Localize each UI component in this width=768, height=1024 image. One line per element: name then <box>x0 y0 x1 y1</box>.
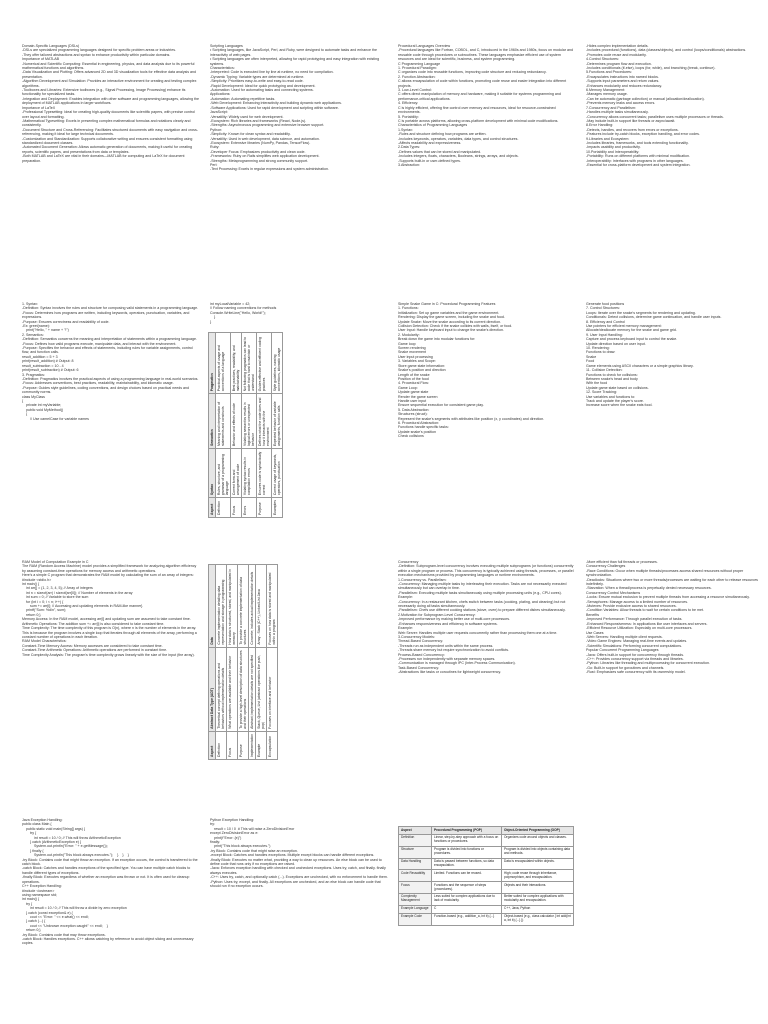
table-header-row <box>399 827 574 835</box>
table-cell: Data Handling <box>399 858 432 870</box>
table-cell: To provide a high-level description of data structures and their operations <box>238 647 249 731</box>
table-header-cell: Procedural Programming (POP) <box>431 827 501 835</box>
table-cell: Data is passed between functions, so data encapsulation. <box>431 858 501 870</box>
table-row <box>256 565 267 760</box>
table-cell: Objects and their interactions. <box>502 882 574 894</box>
table-cell: Definition <box>216 498 231 518</box>
table-cell: Behavior and effects of code <box>231 394 242 449</box>
text-block: Python Exception Handling: try: result = 10 / 0 # This will raise a ZeroDivisionError except ZeroDivisionError as e: print(f"Error: {e}") finally: print("This block always executes.") -try Block: Contains code that might raise an exception. -except Block: Catches and handles exceptions. Multiple except blocks can handle different exceptions. -finally Block: Executes no matter what, providing a way to clean up resources. An else block can be used to define code that runs only if no exceptions are raised. -Java: Enforces exception handling with checked and unchecked exceptions. Uses try, catch, and finally. finally always executes. -C++: Uses try, catch, and optionally catch (...). Exceptions are unchecked, with no enforcement to handle them. -Python: Uses try, except, and finally. All exceptions are unchecked, and an else block can handle code that should run if no exception occurs. <box>210 818 388 889</box>
table-cell: Violating syntax results in compilation errors <box>242 449 257 498</box>
table-cell: Correct form and arrangement of code <box>231 449 242 498</box>
table-cell: Less suited for complex applications due to lack of modularity. <box>431 893 501 905</box>
table-cell: What operations are available and their behavior <box>227 647 238 731</box>
table-row <box>257 333 272 518</box>
text-block: Java Exception Handling: public class Main { public static void main(String[] args) { try { int result = 10 / 0; // This will throw ArithmeticException } catch (ArithmeticException e) { System.out.println("Error: " + e.getMessage()); } finally { System.out.println("This block always executes."); } } } -try Block: Contains code that might throw an exception. If an exception occurs, the control is transferred to the catch block. -catch Block: Catches and handles exceptions of the specified type. You can have multiple catch blocks to handle different types of exceptions. -finally Block: Executes regardless of whether an exception was thrown or not. It is often used for cleanup operations. C++ Exception Handling: #include <iostream> using namespace std; int main() { try { int result = 10 / 0; // This will throw a divide by zero exception } catch (const exception& e) { cout << "Error: " << e.what() << endl; } catch (...) { cout << "Unknown exception caught" << endl; } return 0;} -try Block: Contains code that may throw exceptions. -catch Block: Handles exceptions. C++ allows catching by reference to avoid object slicing and unnecessary copies. <box>22 818 198 946</box>
table-cell: Example Code <box>399 913 432 925</box>
table-header-cell: Aspect <box>399 827 432 835</box>
table-cell: Focus <box>399 882 432 894</box>
table-cell: Practical aspects of usage and conventions of a language <box>216 333 231 394</box>
table-cell: Purpose <box>238 731 249 759</box>
text-block: int myLocalVariable = 42; // Follow naming conventions for methods Console.WriteLine("Hello, World!"); } } <box>210 302 277 324</box>
table-cell: Code Reusability <box>399 870 432 882</box>
table-cell: Concrete implementation detailing data representation and storage in programming <box>216 565 227 648</box>
table-cell: Violating semantics results in logical errors or unexpected behavior <box>242 394 257 449</box>
table-cell: Concrete; includes actual implementation details <box>249 565 256 648</box>
text-block: Simple Snake Game in C: Procedural Programming Features 1. Functions: Initialization: Set up game variables and the game environment. Rendering: Display the game screen, including the snake and food. Update Snake: Move the snake according to its current direction. Collision Detection: Check if the snake collides with walls, itself, or food. User Input: Handle keyboard input to change the snake's direction. 2. Modularity: Break down the game into modular functions for: Game loop Screen rendering Snake movement User input processing 3. Variables and Scope: Store game state information: Snake's position and direction Length of the snake Position of the food 4. Procedural Flow: Game Loop: Update game state Render the game screen Handle user input Ensure sequential execution for consistent game play. 5. Data Abstraction: Structures (struct): Represent the snake's segments with attributes like position (x, y coordinates) and direction. 6. Procedural Abstraction: Functions handle specific tasks: Update snake's position Check collisions <box>398 302 545 439</box>
table-row <box>249 565 256 760</box>
table-header-cell: Aspect <box>209 731 216 759</box>
table-row <box>272 333 283 518</box>
adt-comparison-table-wrap <box>208 562 358 762</box>
text-block: Scripting Languages • Scripting languages, like JavaScript, Perl, and Ruby, were designed to automate tasks and enhance the interactivity of web pages. • Scripting languages are often interpreted, allowing for rapid prototyping and easy integration with existing systems. Characteristics: -Interpreted: Code is executed line by line at runtime, no need for compilation. -Dynamic Typing: Variable types are determined at runtime. -Simplicity: Prioritizes easy-to-write and easy-to-read code. -Rapid Development: Ideal for quick prototyping and development. -Automation: Used for automating tasks and connecting systems. Applications: -Automation: Automating repetitive tasks. -Web Development: Enhancing interactivity and building dynamic web applications. -Software Applications: Used for rapid development and scripting within software. JavaScript: -Versatility: Widely used for web development. -Ecosystem: Rich libraries and frameworks (React, Node.js). -Strengths: Asynchronous programming and extensive browser support. Python: -Simplicity: Known for clean syntax and readability. -Versatility: Used in web development, data science, and automation. -Ecosystem: Extensive libraries (NumPy, Pandas, TensorFlow). Ruby: -Developer Focus: Emphasizes productivity and clean code. -Frameworks: Ruby on Rails simplifies web application development. -Strengths: Metaprogramming and strong community support. Perl: -Text Processing: Excels in regular expressions and system administration. <box>210 44 380 172</box>
table-row <box>399 846 574 858</box>
table-cell: Not following pragmatics can lead to code that is hard to maintain or understand <box>242 333 257 394</box>
table-row <box>216 565 227 760</box>
python-exception-notes <box>210 818 388 1018</box>
table-cell: Focuses on interface and behavior <box>267 647 278 731</box>
table-cell: Organizes code around objects and classes. <box>502 834 574 846</box>
table-row <box>399 834 574 846</box>
table-header-row <box>209 333 216 518</box>
table-cell: Guides effective and efficient coding practices <box>257 333 272 394</box>
procedural-languages-notes <box>398 44 576 290</box>
dsl-matlab-latex-notes <box>22 44 200 290</box>
table-cell: Definition <box>399 834 432 846</box>
table-cell: Limited. Functions can be reused. <box>431 870 501 882</box>
language-characteristics-notes <box>586 44 764 290</box>
table-cell: Focus <box>227 731 238 759</box>
snake-game-notes-continued <box>586 302 764 548</box>
ram-model-notes <box>22 560 200 806</box>
pragmatics-comparison-table <box>208 332 283 518</box>
concurrency-notes-continued <box>586 560 764 806</box>
table-cell: Focus <box>231 498 242 518</box>
table-row <box>238 565 249 760</box>
table-cell: Best practices, readability, and maintainability <box>231 333 242 394</box>
table-cell: Better suited for complex applications with modularity and encapsulation. <box>502 893 574 905</box>
table-cell: Focuses on how data is stored and manipulated within a program <box>267 565 278 648</box>
scripting-languages-notes <box>210 44 388 290</box>
table-cell: Implementation <box>249 731 256 759</box>
table-header-cell: Syntax <box>209 449 216 498</box>
syntax-semantics-pragmatics-notes <box>22 302 200 548</box>
text-block: 1. Syntax: -Definition: Syntax involves the rules and structure for composing valid statements in a programming language. -Focus: Determines how programs are written, including keywords, operators, punctuation, variables, and expressions. -Purpose: Ensures correctness and readability of code. -Ex: greet(name): print("Hello, " + name + "!") 2. Semantics: -Definition: Semantics concerns the meaning and interpretation of statements within a programming language. -Focus: Defines how valid programs execute, manipulate data, and interact with the environment. -Purpose: Specifies the behavior and effects of statements, including rules for variable assignments, control flow, and function calls. result_addition = 5 + 3 print(result_addition) # Output: 8 result_subtraction = 10 - 4 print(result_subtraction) # Output: 6 3. Pragmatics: -Definition: Pragmatics involves the practical aspects of using a programming language in real-world scenarios. -Focus: Addresses conventions, best practices, readability, maintainability, and idiomatic usage. -Purpose: Guides style guidelines, coding conventions, and design choices based on practical needs and community norms. class MyClass { private int myVariable; public void MyMethod() { // Use camelCase for variable names <box>22 302 199 421</box>
table-cell: Rules, structure, and grammar of a programming language <box>216 449 231 498</box>
table-cell: Style guidelines, naming conventions, idiomatic usage <box>272 333 283 394</box>
table-row <box>399 913 574 925</box>
table-cell: Abstract; implementation details are not specified <box>249 647 256 731</box>
table-cell: Example <box>256 731 267 759</box>
table-row <box>399 870 574 882</box>
table-cell: Complexity Management <box>399 893 432 905</box>
text-block: RAM Model of Computation Example in C The RAM (Random Access Machine) model provides a simplified framework for analyzing algorithm efficiency by assuming constant-time operations for memory access and arithmetic operations. Here's a simple C program that demonstrates the RAM model by calculating the sum of an array of integers: #include <stdio.h> int main() { int arr[] = {1, 2, 3, 4, 5}; // Array of integers int n = sizeof(arr) / sizeof(arr[0]); // Number of elements in the array int sum = 0; // Variable to store the sum for (int i = 0; i < n; i++) { sum += arr[i]; // Accessing and updating elements in RAM-like manner} printf("Sum: %d\n", sum); return 0;} Memory Access: In the RAM model, accessing arr[i] and updating sum are assumed to take constant time. Arithmetic Operations: The addition sum += arr[i] is also considered to take constant time. Time Complexity: The time complexity of this program is O(n), where n is the number of elements in the array. This is because the program involves a single loop that iterates through all elements of the array, performing a constant number of operations in each iteration. RAM Model Characteristics: Constant-Time Memory Access: Memory accesses are considered to take constant time. Constant-Time Arithmetic Operations: Arithmetic operations are performed in constant time. Time Complexity Analysis: The program's time complexity grows linearly with the size of the input (the array). <box>22 560 197 657</box>
table-row <box>399 858 574 870</box>
table-row <box>216 333 231 518</box>
table-row <box>267 565 278 760</box>
text-block: -More efficient than full threads or processes. Concurrency Challenges -Race Conditions: Occur when multiple threads/processes access shared resources without proper synchronization. -Deadlocks: Situations where two or more threads/processes are waiting for each other to release resources indefinitely. -Starvation: When a thread/process is perpetually denied necessary resources. Concurrency Control Mechanisms -Locks: Ensure mutual exclusion to prevent multiple threads from accessing a resource simultaneously. -Semaphores: Manage access to a limited number of resources. -Mutexes: Provide exclusive access to shared resources. -Condition Variables: Allow threads to wait for certain conditions to be met. Benefits -Improved Performance: Through parallel execution of tasks. -Enhanced Responsiveness: In applications like user interfaces and servers. -Efficient Resource Utilization: Especially on multi-core processors. Use Cases -Web Servers: Handling multiple client requests. -Video Game Engines: Managing real-time events and updates. -Scientific Simulations: Performing concurrent computations. Popular Concurrent Programming Languages -Java: Offers built-in support for concurrency through threads. -C++: Provides concurrency support via threads and libraries. -Python: Libraries like threading and multiprocessing for concurrent execution. -Go: Built-in support for goroutines and channels. -Rust: Emphasizes safe concurrency with its ownership model. <box>586 560 758 675</box>
table-row <box>399 882 574 894</box>
table-cell: Meaning and interpretation of statements and constructs <box>216 394 231 449</box>
table-cell: Linear, step-by-step approach with a focus on functions or procedures. <box>431 834 501 846</box>
table-cell: Object-based (e.g., class calculator { int add(int a, int b) {...} }) <box>502 913 574 925</box>
java-cpp-exception-notes <box>22 818 200 1018</box>
table-cell: Program is divided into objects containing data and methods. <box>502 846 574 858</box>
table-cell: Correct usage of keywords, operators, punctuation <box>272 449 283 498</box>
table-cell: Errors <box>242 498 257 518</box>
table-cell: Purpose <box>257 498 272 518</box>
table-cell: Expected behavior of variable assignments, function calls <box>272 394 283 449</box>
table-cell: Defines what the code does and how it interacts with the environment <box>257 394 272 449</box>
concurrency-notes <box>398 560 576 806</box>
table-cell: Examples <box>272 498 283 518</box>
table-cell: C <box>431 905 501 913</box>
table-header-cell: Data <box>209 565 216 648</box>
table-header-cell: Pragmatics <box>209 333 216 394</box>
table-cell: Data is encapsulated within objects. <box>502 858 574 870</box>
adt-comparison-table <box>208 564 278 760</box>
table-cell: C++, Java, Python <box>502 905 574 913</box>
table-cell: Functions and the sequence of steps (procedures). <box>431 882 501 894</box>
pragmatics-comparison-table-wrap <box>208 330 328 520</box>
table-header-row <box>209 565 216 760</box>
table-row <box>242 333 257 518</box>
text-block: -Hides complex implementation details. -Includes procedural (functions), data (classes/objects), and control (loops/conditionals) abstractions. -Promotes code reuse and modularity. 4.Control Structures: -Determines program flow and execution. -Includes conditionals (if-else), loops (for, while), and branching (break, continue). 5.Functions and Procedures: -Encapsulates instructions into named blocks. -Supports input parameters and return values. -Enhances modularity and reduces redundancy. 6.Memory Management: -Manages memory usage. -Can be automatic (garbage collection) or manual (allocation/deallocation). -Prevents memory leaks and access errors. 7.Concurrency and Parallelism: -Handles multiple tasks simultaneously. -Concurrency allows concurrent tasks; parallelism uses multiple processors or threads. -May include built-in support like threads or async/await. 8.Error Handling: -Detects, handles, and recovers from errors or exceptions. -Features include try-catch blocks, exception handling, and error codes. 9.Libraries and Ecosystem: -Includes libraries, frameworks, and tools extending functionality. -Impacts usability and productivity. 10.Portability and Interoperability: -Portability: Runs on different platforms with minimal modification. -Interoperability: Interfaces with programs in other languages. -Essential for cross-platform development and system integration. <box>586 44 747 167</box>
table-header-cell: Aspect <box>209 498 216 518</box>
table-cell: Definition <box>216 731 227 759</box>
text-block: Concurrency -Definition: Subprogram-level concurrency involves executing multiple subprograms (or functions) concurrently within a single program or process. This concurrency is typically achieved using threads, processes, or parallel execution mechanisms provided by programming languages or runtime environments. 1.Concurrency vs. Parallelism: -Concurrency: Managing multiple tasks by interleaving their execution. Tasks are not necessarily executed simultaneously but can overlap in time. -Parallelism: Executing multiple tasks simultaneously using multiple processing units (e.g., CPU cores). Example: -Concurrency: In a restaurant kitchen, chefs switch between tasks (cooking, plating, and cleaning) but not necessarily doing all tasks simultaneously. -Parallelism: Chefs use different cooking stations (stove, oven) to prepare different dishes simultaneously. 2.Motivation for Subprogram-Level Concurrency: -Improved performance by making better use of multi-core processors. -Enhances responsiveness and efficiency in software systems. Example: Web Server: Handles multiple user requests concurrently rather than processing them one at a time. 3.Concurrency Models: Thread-Based Concurrency: -Threads run as independent units within the same process. -Threads share memory but require synchronization to avoid conflicts. Process-Based Concurrency: -Processes run independently with separate memory spaces. -Communication is managed through IPC (Inter-Process Communication). Task-Based Concurrency: -Abstractions like tasks or coroutines for lightweight concurrency. <box>398 560 574 675</box>
table-row <box>231 333 242 518</box>
snake-game-notes <box>398 302 576 548</box>
table-cell: Encapsulation <box>267 731 278 759</box>
table-cell: Theoretical concept defining operations and behaviors without implementation details <box>216 647 227 731</box>
table-row <box>227 565 238 760</box>
table-row <box>399 893 574 905</box>
table-cell: Array - Stack (C++), Linked List Java <box>256 565 267 648</box>
text-block: Generate food positions 7. Control Structures: Loops: Iterate over the snake's segments for rendering and updating. Conditionals: Detect collisions, determine game continuation, and handle user inputs. 8. Efficiency and Control Use pointers for efficient memory management: Allocate/deallocate memory for the snake and game grid. 9. User Input Handling: Capture and process keyboard input to control the snake. Update direction based on user input. 10. Rendering: Functions to draw: Snake Food Game elements using ASCII characters or a simple graphics library. 11. Collision Detection: Functions to check for collisions: Between snake's head and body With the food Update game state based on collisions. 12. Score Tracking: Use variables and functions to: Track and update the player's score. Increase score when the snake eats food. <box>586 302 722 408</box>
table-cell: Structure <box>399 846 432 858</box>
pop-vs-oop-table <box>398 826 574 926</box>
table-cell: Function-based (e.g., addition_a, int b) {...} <box>431 913 501 925</box>
table-cell: Example Language <box>399 905 432 913</box>
text-block: Procedural Languages Overview -Procedural languages like Fortran, COBOL, and C, introduced in the 1960s and 1980s, focus on modular and reusable code through procedures or subroutines. These languages emphasize efficient use of system resources and are ideal for scientific, business, and system programming. C Programming Language 1. Procedural Paradigm: C organizes code into reusable functions, improving code structure and reducing redundancy. 2. Function Abstraction: C allows encapsulation of code within functions, promoting code reuse and easier integration into different projects. 3. Low-Level Control: C offers direct manipulation of memory and hardware, making it suitable for systems programming and performance-critical applications. 4. Efficiency: C is highly efficient, offering fine control over memory and resources, ideal for resource-constrained environments. 5. Portability: C is portable across platforms, allowing cross-platform development with minimal code modifications. Characteristics of Programming Languages 1.Syntax: -Rules and structure defining how programs are written. -Includes keywords, operators, variables, data types, and control structures. -Affects readability and expressiveness. 2.Data Types: -Defines values that can be stored and manipulated. -Includes integers, floats, characters, Booleans, strings, arrays, and objects. -Supports built-in or user-defined types. 3.Abstraction: <box>398 44 574 167</box>
table-cell: Program is divided into functions or procedures. <box>431 846 501 858</box>
table-cell: Stack, Queue, List (abstract operations like push, pop) <box>256 647 267 731</box>
table-header-cell: Abstract Data Type (ADT) <box>209 647 216 731</box>
table-header-cell: Semantics <box>209 394 216 449</box>
table-cell: To provide a concrete implementation of data structures <box>238 565 249 648</box>
table-header-cell: Object-Oriented Programming (OOP) <box>502 827 574 835</box>
pragmatics-code-continuation <box>210 302 388 332</box>
table-cell: Ensures code is syntactically correct <box>257 449 272 498</box>
text-block: Domain-Specific Languages (DSLs) -DSLs are specialized programming languages designed for specific problem areas or industries. -They offer tailored abstractions and syntax to enhance productivity within particular domains. Importance of MATLAB -Numerical and Scientific Computing: Essential in engineering, physics, and data analysis due to its powerful mathematical functions and algorithms. -Data Visualization and Plotting: Offers advanced 2D and 3D visualization tools for effective data analysis and presentation. -Algorithm Development and Simulation: Provides an interactive environment for creating and testing complex algorithms. -Toolboxes and Libraries: Extensive toolboxes (e.g., Signal Processing, Image Processing) enhance its functionality for specialized tasks. -Integration and Deployment: Enables integration with other software and programming languages, allowing the deployment of MATLAB applications in larger workflows. Importance of LaTeX -Professional Typesetting: Ideal for creating high-quality documents like scientific papers, with precise control over layout and formatting. -Mathematical Typesetting: Excels in presenting complex mathematical formulas and notations clearly and consistently. -Document Structure and Cross-Referencing: Facilitates structured documents with easy navigation and cross-referencing, making it ideal for large technical documents. -Customization and Standardization: Supports collaborative writing and ensures consistent formatting using standardized document classes. -Automated Document Generation: Allows automatic generation of documents, making it useful for creating reports, scientific papers, and presentations from data or templates. -Both MATLAB and LaTeX are vital in their domains—MATLAB for computing and LaTeX for document preparation. <box>22 44 199 163</box>
table-row <box>399 905 574 913</box>
table-cell: How data is structured, stored, and manipulated in memory <box>227 565 238 648</box>
table-cell: High; code reuse through inheritance, polymorphism, and encapsulation. <box>502 870 574 882</box>
